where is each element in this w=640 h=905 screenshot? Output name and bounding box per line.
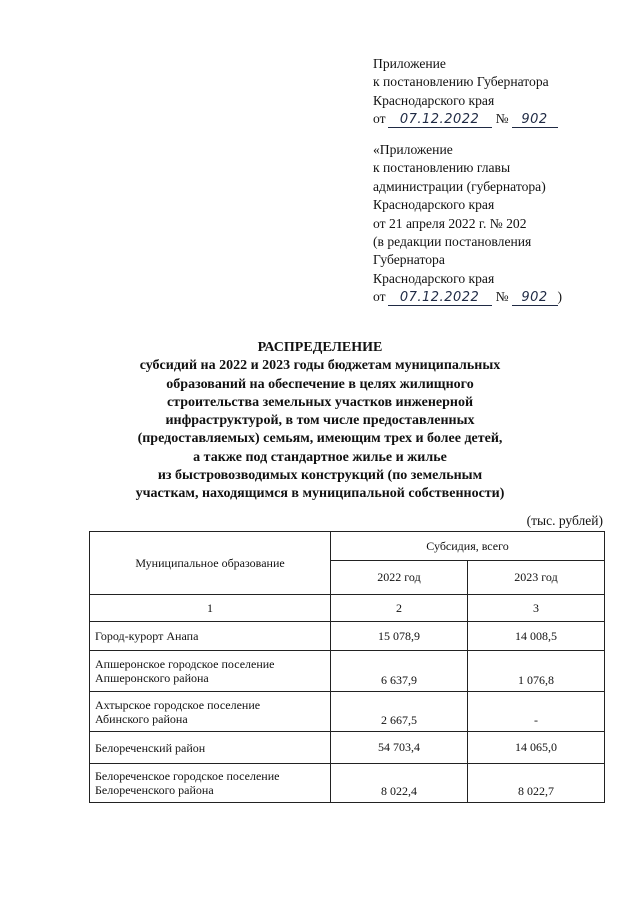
value-2022: 2 667,5 — [331, 692, 468, 732]
annex-line: Краснодарского края — [373, 270, 495, 286]
table-row — [90, 764, 605, 803]
subsidy-table — [89, 531, 605, 803]
annex-line: администрации (губернатора) — [373, 178, 546, 194]
closing-paren: ) — [557, 289, 563, 305]
value-2023: 8 022,7 — [468, 764, 605, 803]
name-line: Апшеронское городское поселение — [95, 657, 275, 671]
date-prefix: от — [373, 289, 386, 305]
title-line: (предоставляемых) семьям, имеющим трех и более детей, — [137, 431, 503, 447]
value-2023: 1 076,8 — [468, 651, 605, 692]
head-annex-block — [373, 141, 623, 307]
column-index: 2 — [331, 595, 468, 622]
table-header-row — [90, 532, 605, 561]
annex-line: к постановлению Губернатора — [373, 74, 549, 90]
handwritten-number: 902 — [512, 112, 558, 128]
number-sign: № — [495, 289, 509, 305]
title-heading: РАСПРЕДЕЛЕНИЕ — [257, 340, 383, 355]
title-line: участкам, находящимся в муниципальной собственности) — [135, 486, 505, 502]
annex-date-line — [373, 288, 623, 306]
name-line: Апшеронского района — [95, 671, 209, 685]
document-title — [100, 339, 540, 504]
municipality-name — [90, 692, 331, 732]
governor-annex-block — [373, 55, 623, 129]
header-year-2023: 2023 год — [468, 561, 605, 595]
municipality-name — [90, 651, 331, 692]
table-row — [90, 692, 605, 732]
name-line: Город-курорт Анапа — [95, 629, 199, 643]
annex-line: (в редакции постановления — [373, 234, 532, 250]
table-row — [90, 622, 605, 651]
annex-line: Краснодарского края — [373, 197, 495, 213]
municipality-name — [90, 732, 331, 764]
name-line: Ахтырское городское поселение — [95, 697, 261, 712]
title-line: из быстровозводимых конструкций (по земельным — [157, 468, 483, 484]
annex-line: Приложение — [373, 56, 446, 71]
handwritten-date: 07.12.2022 — [388, 290, 492, 306]
title-line: а также под стандартное жилье и жилье — [193, 449, 447, 465]
header-municipality: Муниципальное образование — [90, 532, 331, 595]
value-2023: 14 008,5 — [468, 622, 605, 651]
name-line: Абинского района — [95, 711, 188, 726]
municipality-name — [90, 764, 331, 803]
value-2023: - — [468, 692, 605, 732]
name-line: Белореченского района — [95, 783, 214, 797]
annex-date-line — [373, 110, 623, 128]
table-row — [90, 732, 605, 764]
value-2022: 6 637,9 — [331, 651, 468, 692]
value-2022: 8 022,4 — [331, 764, 468, 803]
column-index-row — [90, 595, 605, 622]
units-label: (тыс. рублей) — [526, 513, 603, 528]
title-line: строительства земельных участков инженерной — [166, 394, 474, 410]
header-year-2022: 2022 год — [331, 561, 468, 595]
title-line: образований на обеспечение в целях жилищного — [166, 376, 474, 392]
number-sign: № — [495, 111, 509, 127]
title-line: субсидий на 2022 и 2023 годы бюджетам муниципальных — [139, 358, 501, 374]
value-2023: 14 065,0 — [468, 732, 605, 764]
annex-line: Краснодарского края — [373, 92, 495, 108]
value-2022: 54 703,4 — [331, 732, 468, 764]
header-subsidy: Субсидия, всего — [331, 532, 605, 561]
date-prefix: от — [373, 111, 386, 127]
annex-line: «Приложение — [373, 142, 453, 157]
annex-line: к постановлению главы — [373, 160, 511, 176]
table-row — [90, 651, 605, 692]
municipality-name — [90, 622, 331, 651]
name-line: Белореченское городское поселение — [95, 769, 280, 783]
handwritten-number: 902 — [512, 290, 558, 306]
column-index: 1 — [90, 595, 331, 622]
annex-line: Губернатора — [373, 252, 445, 268]
column-index: 3 — [468, 595, 605, 622]
title-line: инфраструктурой, в том числе предоставленных — [165, 413, 475, 429]
annex-line: от 21 апреля 2022 г. № 202 — [373, 215, 527, 231]
name-line: Белореченский район — [95, 740, 206, 755]
value-2022: 15 078,9 — [331, 622, 468, 651]
handwritten-date: 07.12.2022 — [388, 112, 492, 128]
